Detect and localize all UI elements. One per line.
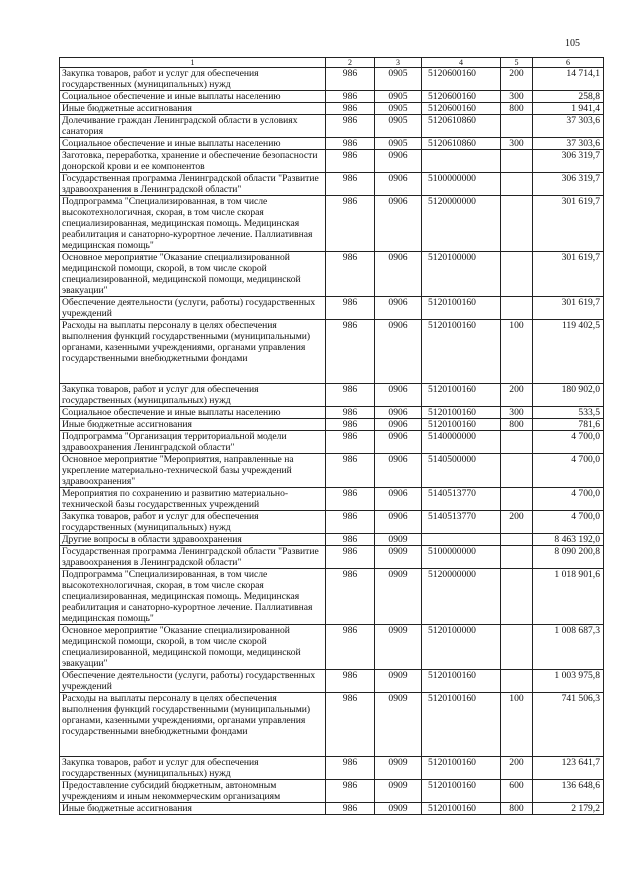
row-expense-type xyxy=(501,670,533,693)
row-amount: 1 008 687,3 xyxy=(533,625,604,670)
row-section-code: 0909 xyxy=(375,670,422,693)
row-amount: 8 090 200,8 xyxy=(533,546,604,569)
row-amount: 123 641,7 xyxy=(533,757,604,780)
row-target-code: 5120100160 xyxy=(422,670,501,693)
table-row xyxy=(60,115,604,138)
table-row xyxy=(60,803,604,815)
row-amount: 741 506,3 xyxy=(533,693,604,757)
row-target-code: 5120610860 xyxy=(422,138,501,150)
row-expense-type xyxy=(501,196,533,252)
row-target-code: 5120100160 xyxy=(422,780,501,803)
row-target-code: 5120610860 xyxy=(422,115,501,138)
row-target-code xyxy=(422,150,501,173)
row-target-code: 5120100160 xyxy=(422,803,501,815)
row-description: Закупка товаров, работ и услуг для обеспечения государственных (муниципальных) нужд xyxy=(60,68,326,91)
row-section-code: 0906 xyxy=(375,419,422,431)
row-amount: 2 179,2 xyxy=(533,803,604,815)
row-description: Обеспечение деятельности (услуги, работы) государственных учреждений xyxy=(60,670,326,693)
row-target-code: 5120100160 xyxy=(422,419,501,431)
row-description: Основное мероприятие "Оказание специализированной медицинской помощи, скорой, в том числе скорой специализированной, медицинской помощи, медицинской эвакуации" xyxy=(60,625,326,670)
row-code-2: 986 xyxy=(326,419,375,431)
row-section-code: 0905 xyxy=(375,115,422,138)
row-description: Закупка товаров, работ и услуг для обеспечения государственных (муниципальных) нужд xyxy=(60,511,326,534)
row-target-code: 5120600160 xyxy=(422,91,501,103)
row-expense-type xyxy=(501,569,533,625)
row-code-2: 986 xyxy=(326,150,375,173)
row-amount: 8 463 192,0 xyxy=(533,534,604,546)
row-code-2: 986 xyxy=(326,780,375,803)
row-code-2: 986 xyxy=(326,431,375,454)
row-amount: 4 700,0 xyxy=(533,511,604,534)
row-code-2: 986 xyxy=(326,511,375,534)
row-expense-type: 800 xyxy=(501,803,533,815)
row-target-code: 5120100000 xyxy=(422,252,501,297)
row-section-code: 0909 xyxy=(375,803,422,815)
row-expense-type xyxy=(501,625,533,670)
row-amount: 119 402,5 xyxy=(533,320,604,384)
row-expense-type xyxy=(501,115,533,138)
table-row xyxy=(60,511,604,534)
row-description: Подпрограмма "Организация территориальной модели здравоохранения Ленинградской области" xyxy=(60,431,326,454)
row-section-code: 0909 xyxy=(375,625,422,670)
row-expense-type xyxy=(501,297,533,320)
row-code-2: 986 xyxy=(326,803,375,815)
row-code-2: 986 xyxy=(326,196,375,252)
row-description: Закупка товаров, работ и услуг для обеспечения государственных (муниципальных) нужд xyxy=(60,757,326,780)
row-description: Основное мероприятие "Мероприятия, направленные на укрепление материально-технической базы учреждений здравоохранения" xyxy=(60,454,326,488)
row-section-code: 0909 xyxy=(375,534,422,546)
row-amount: 301 619,7 xyxy=(533,252,604,297)
row-target-code: 5100000000 xyxy=(422,173,501,196)
row-section-code: 0906 xyxy=(375,488,422,511)
row-expense-type xyxy=(501,252,533,297)
table-row xyxy=(60,431,604,454)
row-code-2: 986 xyxy=(326,320,375,384)
row-amount: 37 303,6 xyxy=(533,138,604,150)
table-row xyxy=(60,252,604,297)
row-amount: 4 700,0 xyxy=(533,488,604,511)
row-target-code: 5120100160 xyxy=(422,297,501,320)
row-code-2: 986 xyxy=(326,546,375,569)
row-section-code: 0909 xyxy=(375,569,422,625)
row-section-code: 0909 xyxy=(375,546,422,569)
budget-table-body xyxy=(60,58,604,815)
row-description: Обеспечение деятельности (услуги, работы) государственных учреждений xyxy=(60,297,326,320)
row-expense-type xyxy=(501,488,533,511)
row-target-code: 5120100160 xyxy=(422,757,501,780)
table-row xyxy=(60,173,604,196)
row-amount: 1 003 975,8 xyxy=(533,670,604,693)
row-code-2: 986 xyxy=(326,757,375,780)
row-target-code: 5120600160 xyxy=(422,103,501,115)
table-row xyxy=(60,569,604,625)
row-code-2: 986 xyxy=(326,138,375,150)
table-row xyxy=(60,454,604,488)
row-code-2: 986 xyxy=(326,569,375,625)
row-description: Мероприятия по сохранению и развитию материально-технической базы государственных учреждений xyxy=(60,488,326,511)
row-amount: 136 648,6 xyxy=(533,780,604,803)
table-row xyxy=(60,757,604,780)
row-code-2: 986 xyxy=(326,670,375,693)
row-expense-type: 300 xyxy=(501,138,533,150)
row-target-code: 5120600160 xyxy=(422,68,501,91)
table-row xyxy=(60,384,604,407)
row-description: Подпрограмма "Специализированная, в том числе высокотехнологичная, скорая, в том числе скорая специализированная, медицинская помощь. Медицинская реабилитация и санаторно-курортное лечение. Паллиативная медицинская помощь" xyxy=(60,196,326,252)
row-code-2: 986 xyxy=(326,115,375,138)
table-row xyxy=(60,780,604,803)
column-number: 5 xyxy=(501,58,533,68)
row-description: Расходы на выплаты персоналу в целях обеспечения выполнения функций государственными (муниципальными) органами, казенными учреждениями, органами управления государственными внебюджетными фондами xyxy=(60,320,326,384)
table-row xyxy=(60,138,604,150)
row-section-code: 0906 xyxy=(375,196,422,252)
row-section-code: 0906 xyxy=(375,320,422,384)
row-amount: 533,5 xyxy=(533,407,604,419)
row-amount: 14 714,1 xyxy=(533,68,604,91)
page-number: 105 xyxy=(565,38,580,49)
row-code-2: 986 xyxy=(326,297,375,320)
row-target-code: 5140000000 xyxy=(422,431,501,454)
row-section-code: 0906 xyxy=(375,431,422,454)
row-code-2: 986 xyxy=(326,91,375,103)
row-expense-type: 100 xyxy=(501,320,533,384)
column-number: 3 xyxy=(375,58,422,68)
column-number: 6 xyxy=(533,58,604,68)
row-code-2: 986 xyxy=(326,488,375,511)
row-amount: 1 941,4 xyxy=(533,103,604,115)
row-amount: 37 303,6 xyxy=(533,115,604,138)
row-expense-type: 800 xyxy=(501,103,533,115)
row-code-2: 986 xyxy=(326,534,375,546)
row-section-code: 0906 xyxy=(375,173,422,196)
row-description: Подпрограмма "Специализированная, в том числе высокотехнологичная, скорая, в том числе скорая специализированная, медицинская помощь. Медицинская реабилитация и санаторно-курортное лечение. Паллиативная медицинская помощь" xyxy=(60,569,326,625)
row-code-2: 986 xyxy=(326,173,375,196)
row-target-code: 5140500000 xyxy=(422,454,501,488)
table-row xyxy=(60,407,604,419)
table-row xyxy=(60,68,604,91)
column-number: 1 xyxy=(60,58,326,68)
row-description: Основное мероприятие "Оказание специализированной медицинской помощи, скорой, в том числе скорой специализированной, медицинской помощи, медицинской эвакуации" xyxy=(60,252,326,297)
row-expense-type: 300 xyxy=(501,407,533,419)
row-description: Государственная программа Ленинградской области "Развитие здравоохранения в Ленинградской области" xyxy=(60,173,326,196)
table-row xyxy=(60,196,604,252)
row-amount: 306 319,7 xyxy=(533,173,604,196)
row-target-code: 5100000000 xyxy=(422,546,501,569)
row-code-2: 986 xyxy=(326,103,375,115)
table-row xyxy=(60,91,604,103)
row-section-code: 0909 xyxy=(375,757,422,780)
table-row xyxy=(60,488,604,511)
row-section-code: 0909 xyxy=(375,780,422,803)
row-code-2: 986 xyxy=(326,454,375,488)
row-expense-type xyxy=(501,173,533,196)
table-row xyxy=(60,103,604,115)
row-expense-type: 600 xyxy=(501,780,533,803)
row-amount: 180 902,0 xyxy=(533,384,604,407)
row-code-2: 986 xyxy=(326,384,375,407)
table-row xyxy=(60,150,604,173)
row-section-code: 0905 xyxy=(375,68,422,91)
row-section-code: 0906 xyxy=(375,407,422,419)
row-expense-type: 100 xyxy=(501,693,533,757)
row-section-code: 0906 xyxy=(375,252,422,297)
row-amount: 306 319,7 xyxy=(533,150,604,173)
row-amount: 4 700,0 xyxy=(533,431,604,454)
row-description: Предоставление субсидий бюджетным, автономным учреждениям и иным некоммерческим организациям xyxy=(60,780,326,803)
row-amount: 1 018 901,6 xyxy=(533,569,604,625)
row-target-code: 5120100160 xyxy=(422,407,501,419)
row-section-code: 0906 xyxy=(375,511,422,534)
row-expense-type: 800 xyxy=(501,419,533,431)
row-description: Заготовка, переработка, хранение и обеспечение безопасности донорской крови и ее компонентов xyxy=(60,150,326,173)
row-code-2: 986 xyxy=(326,68,375,91)
row-expense-type xyxy=(501,150,533,173)
row-description: Расходы на выплаты персоналу в целях обеспечения выполнения функций государственными (муниципальными) органами, казенными учреждениями, органами управления государственными внебюджетными фондами xyxy=(60,693,326,757)
row-code-2: 986 xyxy=(326,252,375,297)
row-section-code: 0906 xyxy=(375,150,422,173)
row-target-code: 5120100160 xyxy=(422,320,501,384)
row-amount: 781,6 xyxy=(533,419,604,431)
row-description: Социальное обеспечение и иные выплаты населению xyxy=(60,407,326,419)
row-expense-type: 300 xyxy=(501,91,533,103)
row-section-code: 0906 xyxy=(375,297,422,320)
row-expense-type xyxy=(501,546,533,569)
table-row xyxy=(60,419,604,431)
row-expense-type xyxy=(501,454,533,488)
row-target-code: 5120000000 xyxy=(422,196,501,252)
row-target-code: 5120000000 xyxy=(422,569,501,625)
row-code-2: 986 xyxy=(326,625,375,670)
row-description: Закупка товаров, работ и услуг для обеспечения государственных (муниципальных) нужд xyxy=(60,384,326,407)
row-description: Иные бюджетные ассигнования xyxy=(60,803,326,815)
row-description: Иные бюджетные ассигнования xyxy=(60,103,326,115)
row-target-code xyxy=(422,534,501,546)
row-code-2: 986 xyxy=(326,693,375,757)
row-expense-type: 200 xyxy=(501,68,533,91)
row-code-2: 986 xyxy=(326,407,375,419)
row-description: Социальное обеспечение и иные выплаты населению xyxy=(60,91,326,103)
row-target-code: 5140513770 xyxy=(422,511,501,534)
row-description: Социальное обеспечение и иные выплаты населению xyxy=(60,138,326,150)
row-expense-type xyxy=(501,534,533,546)
row-target-code: 5120100160 xyxy=(422,384,501,407)
row-expense-type: 200 xyxy=(501,384,533,407)
row-amount: 258,8 xyxy=(533,91,604,103)
row-section-code: 0905 xyxy=(375,103,422,115)
row-section-code: 0906 xyxy=(375,454,422,488)
row-amount: 301 619,7 xyxy=(533,297,604,320)
table-row xyxy=(60,693,604,757)
row-description: Другие вопросы в области здравоохранения xyxy=(60,534,326,546)
table-row xyxy=(60,670,604,693)
row-section-code: 0905 xyxy=(375,138,422,150)
row-target-code: 5140513770 xyxy=(422,488,501,511)
budget-table xyxy=(59,57,604,815)
column-number-row xyxy=(60,58,604,68)
row-amount: 4 700,0 xyxy=(533,454,604,488)
row-description: Государственная программа Ленинградской области "Развитие здравоохранения в Ленинградской области" xyxy=(60,546,326,569)
row-description: Долечивание граждан Ленинградской области в условиях санатория xyxy=(60,115,326,138)
row-section-code: 0905 xyxy=(375,91,422,103)
table-row xyxy=(60,546,604,569)
column-number: 4 xyxy=(422,58,501,68)
row-section-code: 0906 xyxy=(375,384,422,407)
row-section-code: 0909 xyxy=(375,693,422,757)
row-amount: 301 619,7 xyxy=(533,196,604,252)
row-target-code: 5120100160 xyxy=(422,693,501,757)
row-target-code: 5120100000 xyxy=(422,625,501,670)
table-row xyxy=(60,297,604,320)
row-expense-type: 200 xyxy=(501,511,533,534)
table-row xyxy=(60,534,604,546)
row-description: Иные бюджетные ассигнования xyxy=(60,419,326,431)
row-expense-type: 200 xyxy=(501,757,533,780)
table-row xyxy=(60,625,604,670)
column-number: 2 xyxy=(326,58,375,68)
row-expense-type xyxy=(501,431,533,454)
table-row xyxy=(60,320,604,384)
